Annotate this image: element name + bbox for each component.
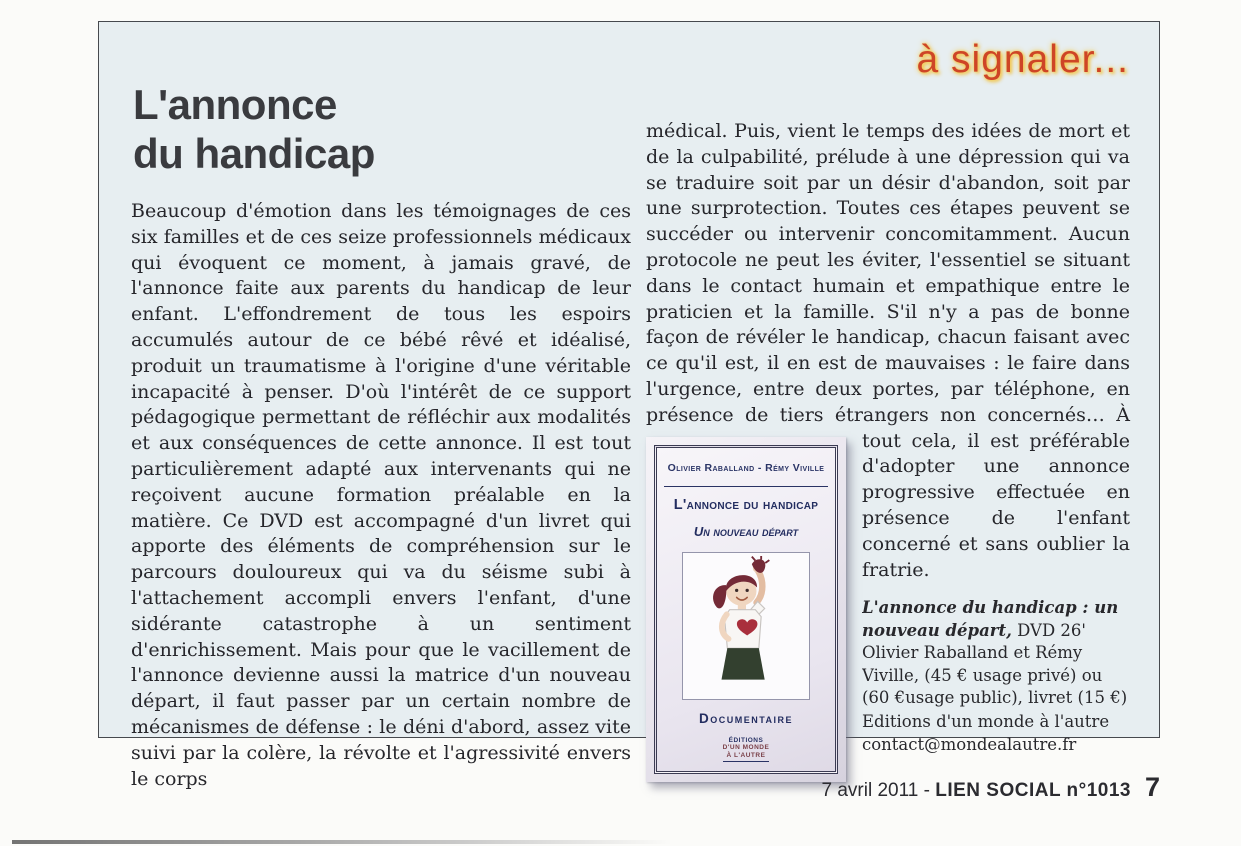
- article-column-left: [131, 199, 631, 792]
- caption-title: L'annonce du handicap : un nouveau départ,: [862, 598, 1119, 640]
- dvd-cover-divider: [664, 486, 828, 487]
- body-text-left: Beaucoup d'émotion dans les témoignages de ces six familles et de ces seize professionnels médicaux qui évoquent ce moment, à jamais gravé, de l'annonce faite aux parents du handicap de leur enfant. L'effondrement de tous les espoirs accumulés autour de ce bébé rêvé et idéalisé, produit un traumatisme à l'origine d'une véritable incapacité à penser. D'où l'intérêt de ce support pédagogique permettant de réfléchir aux modalités et aux conséquences de cette annonce. Il est tout particulièrement adapté aux intervenants qui ne reçoivent aucune formation préalable en la matière. Ce DVD est accompagné d'un livret qui apporte des éléments de compréhension sur le parcours douloureux qui va du séisme subi à l'attachement accompli envers l'enfant, d'une sidérante catastrophe à un sentiment d'enrichissement. Mais pour que le vacillement de l'annonce devienne aussi la matrice d'un nouveau départ, il faut passer par un certain nombre de mécanismes de défense : le déni d'abord, assez vite suivi par la colère, la révolte et l'agressivité envers le corps: [131, 200, 631, 790]
- article-title-line1: L'annonce: [133, 81, 337, 128]
- dvd-cover-frame: [654, 445, 838, 774]
- publisher-line2: D'UN MONDE: [722, 744, 770, 752]
- footer-date: 7 avril 2011 -: [821, 780, 936, 801]
- dvd-cover-publisher-logo: [662, 732, 830, 765]
- footer-magazine-title: LIEN SOCIAL n°1013: [935, 780, 1131, 801]
- caption-email: contact@mondealautre.fr: [862, 735, 1077, 755]
- body-text-right-part2: cela, il est préférable d'adopter une annonce progressive effectuée en présence de l'enfant concerné et sans oublier la fratrie.: [862, 429, 1131, 581]
- dvd-caption: [862, 597, 1130, 757]
- page-footer: [0, 772, 1160, 803]
- dvd-cover-title: L'annonce du handicap: [673, 497, 819, 514]
- girl-with-pigtails-drawing: [687, 556, 805, 696]
- article-title-line2: du handicap: [133, 130, 375, 178]
- footer-page-number: 7: [1144, 772, 1160, 802]
- article-title: [133, 80, 375, 178]
- caption-publisher: Editions d'un monde à l'autre: [862, 711, 1110, 731]
- article-panel: [98, 21, 1160, 790]
- publisher-line1: ÉDITIONS: [728, 736, 764, 744]
- publisher-line3: À L'AUTRE: [726, 751, 766, 759]
- body-text-right-part1: médical. Puis, vient le temps des idées de mort et de la culpabilité, prélude à une dépression qui va se traduire soit par un désir d'abandon, soit par une surprotection. Toutes ces étapes peuvent se succéder ou intervenir concomitamment. Aucun protocole ne peut les éviter, l'essentiel se situant dans le contact humain et empathique entre le praticien et la famille. S'il n'y a pas de bonne façon de révéler le handicap, chacun faisant avec ce qu'il est, il en est de mauvaises : le faire dans l'urgence, entre deux portes, par téléphone, en présence de tiers étrangers non concernés… À tout: [646, 120, 1130, 452]
- dvd-cover-genre: Documentaire: [698, 710, 794, 726]
- dvd-cover-authors: Olivier Raballand - Rémy Viville: [667, 461, 825, 474]
- article-column-right: [646, 119, 1130, 786]
- dvd-cover-subtitle: Un nouveau départ: [693, 524, 799, 540]
- section-label: à signaler...: [916, 38, 1129, 81]
- girl-illustration: [682, 552, 810, 700]
- scanner-edge-artifact: [12, 840, 672, 844]
- caption-details: DVD 26' Olivier Raballand et Rémy Viville, (45 € usage privé) ou (60 €usage public), livret (15 €): [862, 620, 1128, 708]
- dvd-cover: [646, 437, 846, 782]
